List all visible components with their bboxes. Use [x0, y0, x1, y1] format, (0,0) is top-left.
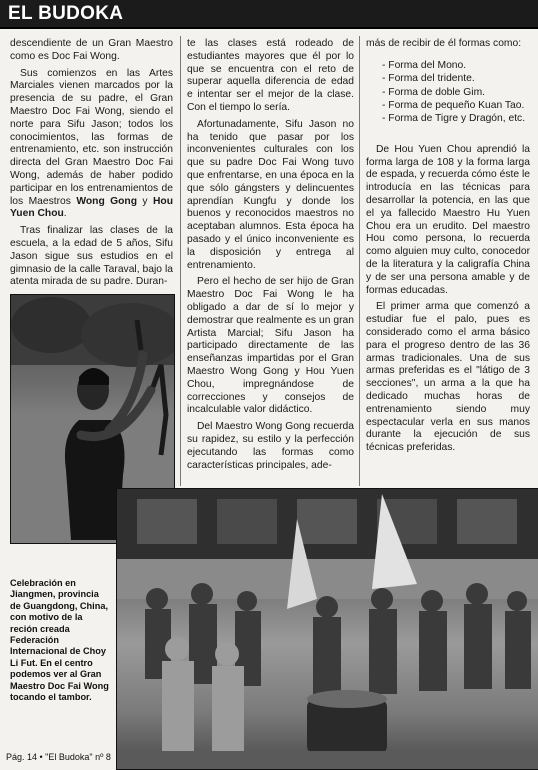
paragraph — [10, 68, 173, 222]
list-item: - Forma del Mono. — [382, 59, 467, 71]
column-divider — [180, 36, 181, 486]
name-wong-gong: Wong Gong — [76, 195, 138, 207]
paragraph: más de recibir de él formas como: — [366, 38, 522, 49]
paragraph: El primer arma que comenzó a estudiar fue el palo, pues es considerado como el arma básico para el progreso dentro de las 36 armas tradicionales. Una de sus armas preferidas es el "látigo de 3 secciones", un arma a la que ha dedicado muchas horas de entrenamiento siendo muy espectacular verla en sus manos durante la ejecución de sus técnicas preferidas. — [366, 301, 530, 454]
column-divider — [359, 36, 360, 486]
list-item: - Forma de pequeño Kuan Tao. — [382, 100, 525, 112]
article-column-1 — [10, 38, 173, 293]
photo-caption: Celebración en Jiangmen, provincia de Guangdong, China, con motivo de la reción creada Federación Internacional de Choy Li Fut. En el centro podemos ver al Gran Maestro Doc Fai Wong tocando el tambor. — [10, 578, 109, 703]
list-item: - Forma de doble Gim. — [382, 86, 486, 98]
page-footer: Pág. 14 • "El Budoka" nº 8 — [6, 752, 111, 762]
paragraph: Afortunadamente, Sifu Jason no ha tenido que pasar por los inconvenientes culturales con los que su padre Doc Fai Wong tuvo que enfrentarse, en una época en la que sólo gángsters y delincuentes aprendían Kungfu y donde los buenos y reconocidos maestros no aceptaban alumnos. Esta época ha pasado y el único inconveniente es la disposición y entrega al entrenamiento. — [187, 118, 354, 271]
article-column-3 — [366, 38, 530, 459]
paragraph: Tras finalizar las clases de la escuela, a la edad de 5 años, Sifu Jason sigue sus estudios en el gimnasio de la calle Taraval, bajo la atenta mirada de su padre. Duran- — [10, 225, 173, 288]
text-run: y — [137, 195, 153, 207]
list-item: - Forma del tridente. — [382, 73, 475, 85]
text-run: Sus comienzos en las Artes Marciales vienen marcados por la presencia de su padre, el Gran Maestro Doc Fai Wong, siendo el norte para Sifu Jason; todos los conocimientos, las formas de entrenamiento, etc. son instrucción directa del Gran Maestro Doc Fai Wong, además de haber podido participar en los entrenamientos de los Maestros — [10, 67, 173, 207]
paragraph: Pero el hecho de ser hijo de Gran Maestro Doc Fai Wong le ha obligado a dar de sí lo mejor y demostrar que realmente es un gran Artista Marcial; Sifu Jason ha participado directamente de las enseñanzas impartidas por el Gran Maestro Wong Gong y Hou Yuen Chou, impregnándose de correcciones y consejos de incalculable valor didáctico. — [187, 276, 354, 416]
paragraph: descendiente de un Gran Maestro como es Doc Fai Wong. — [10, 38, 173, 62]
paragraph: Del Maestro Wong Gong recuerda su rapidez, su estilo y la perfección ejecutando las formas como características principales, ade- — [187, 421, 354, 471]
paragraph: De Hou Yuen Chou aprendió la forma larga de 108 y la forma larga de espada, y recuerda cómo éste le introducía en las técnicas para desarrollar la potencia, en las que el ya fallecido Maestro Hu Yuen Chou era un erudito. Del maestro Hou como persona, lo recuerda como alguien muy culto, conocedor de la literatura y la caligrafía China y de ser una persona amable y de formas educadas. — [366, 143, 530, 296]
list-item: - Forma de Tigre y Dragón, etc. — [382, 113, 526, 125]
photo-illustration — [117, 489, 538, 769]
magazine-title: EL BUDOKA — [8, 3, 124, 24]
page-header — [0, 0, 538, 29]
article-column-2 — [187, 38, 354, 476]
name-hou-yuen-chou: Hou Yuen Chou — [10, 195, 173, 220]
forms-list — [366, 59, 530, 126]
photo-celebration-jiangmen — [116, 488, 538, 770]
paragraph: te las clases está rodeado de estudiantes mayores que él por lo que se encuentra con el reto de superar aquella diferencia de edad e intentar ser el mejor de la clase. Con el tiempo lo sería. — [187, 38, 354, 113]
text-run: . — [63, 208, 67, 220]
